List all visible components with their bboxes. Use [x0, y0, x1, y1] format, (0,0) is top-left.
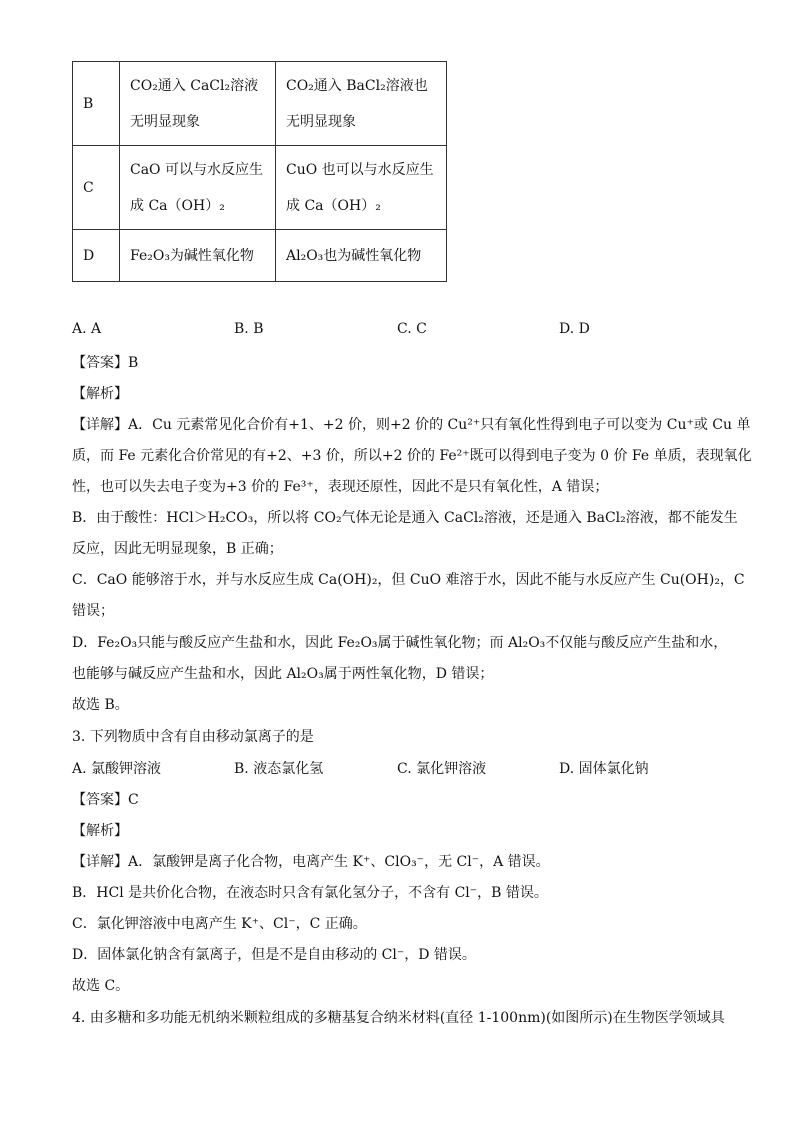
q3-detail-line: 【详解】A．氯酸钾是离子化合物，电离产生 K⁺、ClO₃⁻，无 Cl⁻，A 错误。 [72, 854, 550, 870]
choice-b: B. B [234, 321, 264, 337]
cell-statement [120, 146, 276, 230]
cell-text: 无明显现象 [130, 113, 200, 130]
q3-detail-line: B．HCl 是共价化合物，在液态时只含有氯化氢分子，不含有 Cl⁻，B 错误。 [72, 885, 548, 901]
choice-a: A. A [72, 321, 102, 337]
cell-text: Al₂O₃也为碱性氧化物 [286, 247, 422, 264]
choice-c: C. C [397, 321, 427, 337]
q3-detail-line: C．氯化钾溶液中电离产生 K⁺、Cl⁻，C 正确。 [72, 916, 367, 932]
cell-text: CO₂通入 BaCl₂溶液也 [286, 77, 428, 94]
cell-analogy [276, 62, 447, 146]
q2-detail-line: C．CaO 能够溶于水，并与水反应生成 Ca(OH)₂，但 CuO 难溶于水，因此不能与水反应产生 Cu(OH)₂，C [72, 572, 745, 588]
choice-c: C. 氯化钾溶液 [397, 761, 487, 777]
q2-detail-line: 质，而 Fe 元素化合价常见的有+2、+3 价，所以+2 价的 Fe²⁺既可以得到电子变为 0 价 Fe 单质，表现氧化 [72, 448, 752, 464]
q4-stem: 4. 由多糖和多功能无机纳米颗粒组成的多糖基复合纳米材料(直径 1-100nm)(如图所示)在生物医学领域具 [72, 1010, 725, 1026]
cell-analogy [276, 230, 447, 282]
q2-detail-line: 性，也可以失去电子变为+3 价的 Fe³⁺，表现还原性，因此不是只有氧化性，A 错误； [72, 479, 609, 495]
q2-analysis-heading: 【解析】 [72, 386, 128, 402]
q2-detail-line: 也能够与碱反应产生盐和水，因此 Al₂O₃属于两性氧化物，D 错误； [72, 666, 494, 682]
table-row [73, 62, 447, 146]
row-label: B [73, 62, 120, 146]
cell-text: CaO 可以与水反应生 [130, 161, 263, 178]
cell-text: 无明显现象 [286, 113, 356, 130]
q2-answer: 【答案】B [72, 355, 139, 371]
cell-text: CuO 也可以与水反应生 [286, 161, 434, 178]
choice-b: B. 液态氯化氢 [234, 761, 324, 777]
q3-analysis-heading: 【解析】 [72, 823, 128, 839]
cell-statement [120, 62, 276, 146]
table-row [73, 230, 447, 282]
q2-conclusion: 故选 B。 [72, 697, 129, 713]
cell-text: 成 Ca（OH）₂ [286, 197, 381, 214]
table-row [73, 146, 447, 230]
cell-text: CO₂通入 CaCl₂溶液 [130, 77, 259, 94]
row-label: D [73, 230, 120, 282]
q3-answer: 【答案】C [72, 792, 139, 808]
q2-detail-line: 错误； [72, 603, 114, 619]
q3-conclusion: 故选 C。 [72, 978, 130, 994]
q2-detail-line: 【详解】A．Cu 元素常见化合价有+1、+2 价，则+2 价的 Cu²⁺只有氧化性得到电子可以变为 Cu⁺或 Cu 单 [72, 417, 751, 433]
q2-detail-line: B．由于酸性：HCl＞H₂CO₃，所以将 CO₂气体无论是通入 CaCl₂溶液，还是通入 BaCl₂溶液，都不能发生 [72, 510, 738, 526]
q3-detail-line: D．固体氯化钠含有氯离子，但是不是自由移动的 Cl⁻，D 错误。 [72, 947, 476, 963]
cell-text: Fe₂O₃为碱性氧化物 [130, 247, 254, 264]
q2-detail-line: D．Fe₂O₃只能与酸反应产生盐和水，因此 Fe₂O₃属于碱性氧化物；而 Al₂O₃不仅能与酸反应产生盐和水， [72, 635, 728, 651]
cell-analogy [276, 146, 447, 230]
q3-stem: 3. 下列物质中含有自由移动氯离子的是 [72, 729, 314, 745]
choice-d: D. 固体氯化钠 [559, 761, 649, 777]
cell-statement [120, 230, 276, 282]
cell-text: 成 Ca（OH）₂ [130, 197, 225, 214]
choice-d: D. D [559, 321, 590, 337]
row-label: C [73, 146, 120, 230]
choice-a: A. 氯酸钾溶液 [72, 761, 162, 777]
options-table [72, 61, 447, 282]
q2-detail-line: 反应，因此无明显现象，B 正确； [72, 541, 283, 557]
